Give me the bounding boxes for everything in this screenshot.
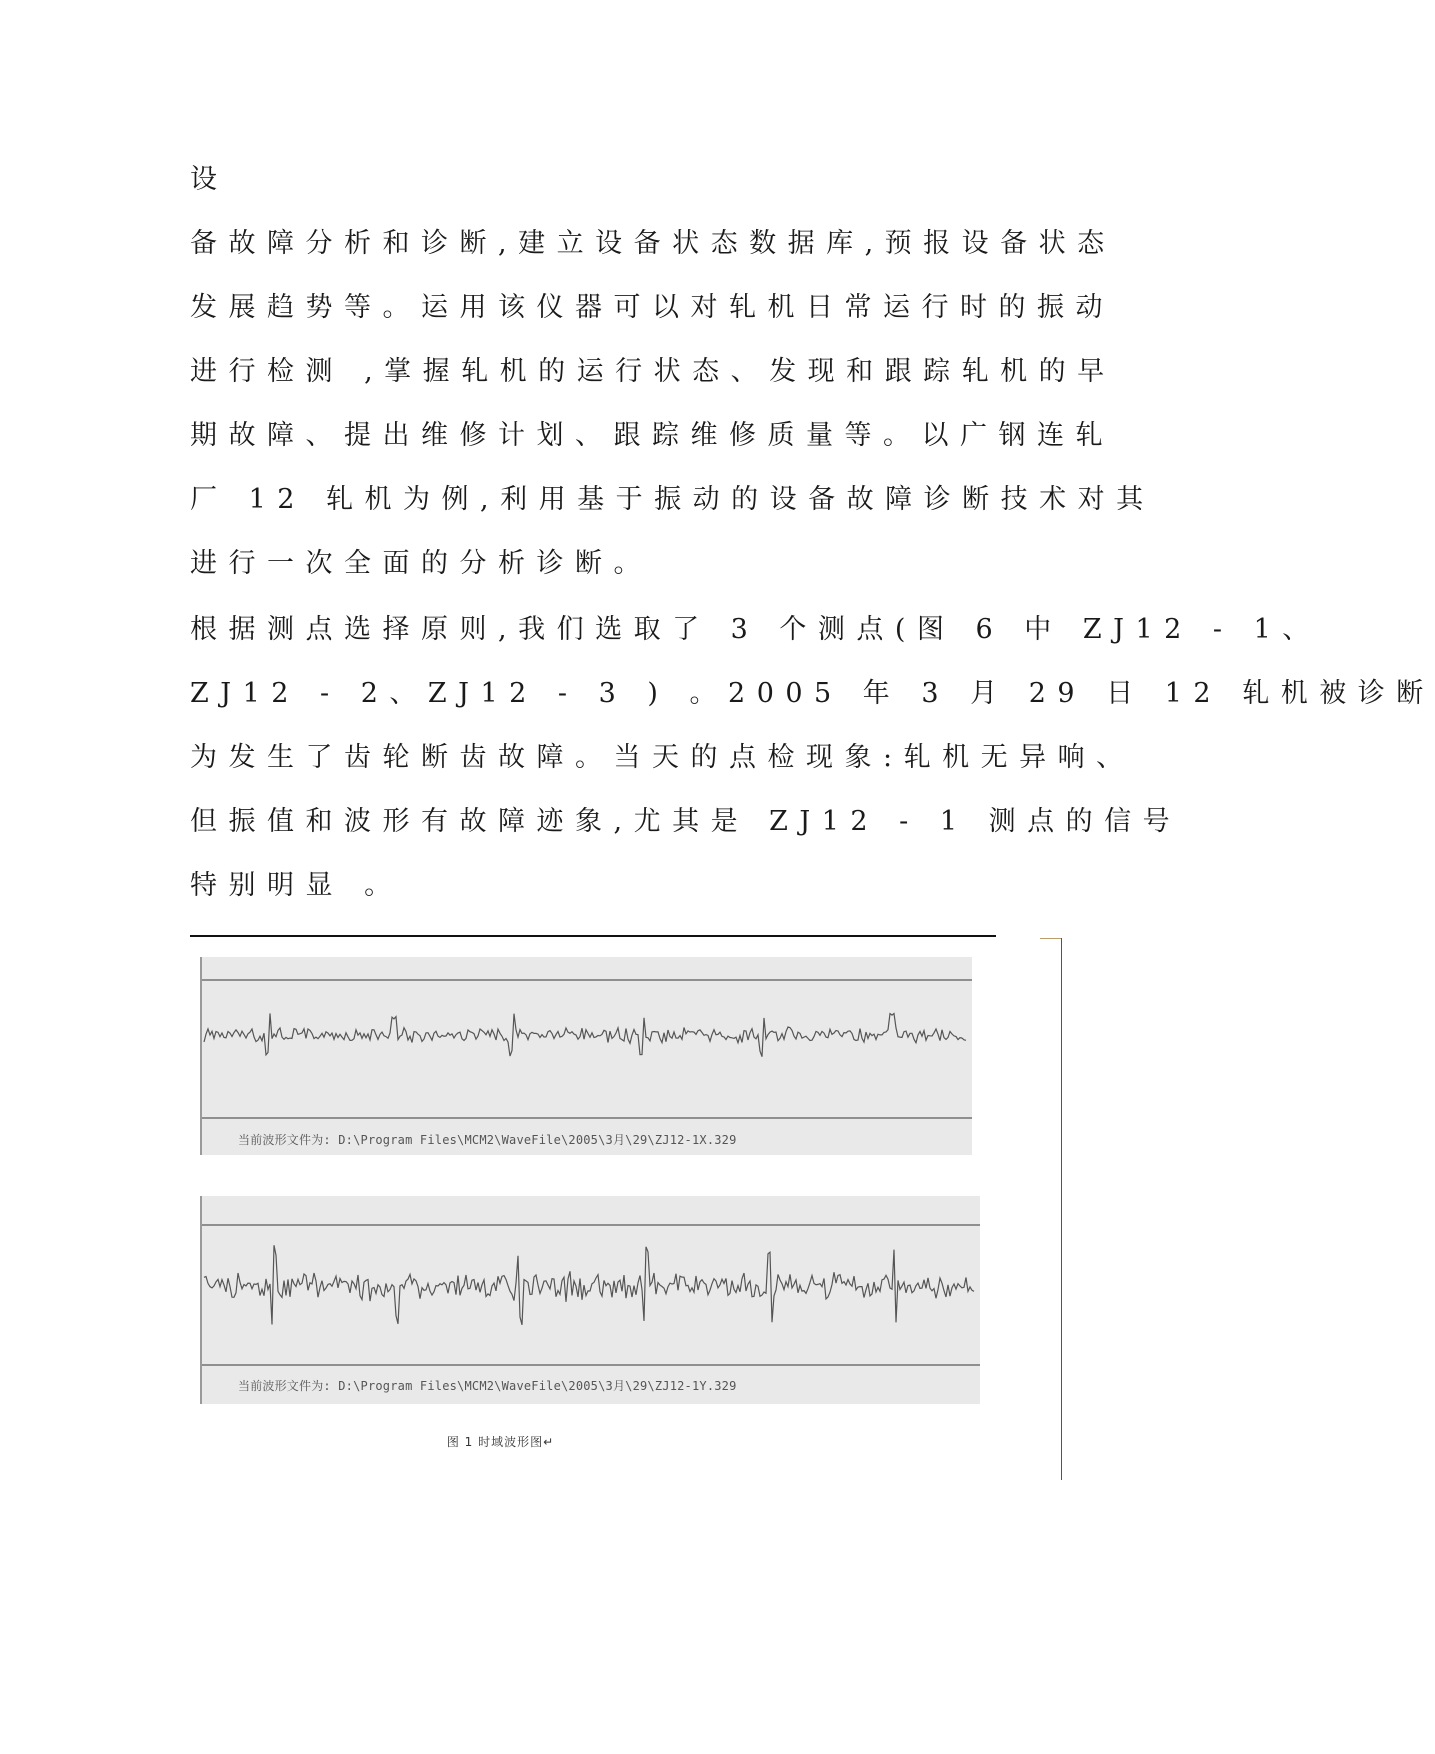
file-caption: 当前波形文件为: D:\Program Files\MCM2\WaveFile\2005\3月\29\ZJ12-1Y.329 — [238, 1379, 737, 1393]
text-line: 备故障分析和诊断,建立设备状态数据库,预报设备状态 — [190, 228, 1116, 259]
horizontal-rule — [190, 935, 996, 937]
waveform-panel-x — [200, 957, 972, 1155]
text-line: 厂 12 轧机为例,利用基于振动的设备故障诊断技术对其 — [190, 484, 1155, 515]
text-line: ZJ12 - 2、ZJ12 - 3 ) 。2005 年 3 月 29 日 12 轧机被诊断 — [190, 678, 1435, 709]
text-line: 设 — [190, 164, 229, 195]
figure-caption-text: 图 1 时域波形图↵ — [446, 1435, 555, 1449]
figure-caption — [0, 1433, 1241, 1450]
waveform-path — [204, 1245, 974, 1325]
text-line: 进行一次全面的分析诊断。 — [190, 548, 652, 579]
waveform-trace — [202, 957, 972, 1155]
margin-corner-mark — [1040, 938, 1062, 939]
text-line: 特别明显 。 — [190, 870, 403, 901]
text-line: 但振值和波形有故障迹象,尤其是 ZJ12 - 1 测点的信号 — [190, 806, 1182, 837]
text-line: 期故障、提出维修计划、跟踪维修质量等。以广钢连轧 — [190, 420, 1114, 451]
waveform-trace — [202, 1196, 980, 1404]
margin-vertical-line — [1061, 938, 1062, 1480]
waveform-panel-y — [200, 1196, 980, 1404]
text-line: 发展趋势等。运用该仪器可以对轧机日常运行时的振动 — [190, 292, 1114, 323]
text-line: 根据测点选择原则,我们选取了 3 个测点(图 6 中 ZJ12 - 1、 — [190, 614, 1321, 645]
waveform-path — [204, 1013, 966, 1056]
text-line: 进行检测 ,掌握轧机的运行状态、发现和跟踪轧机的早 — [190, 356, 1116, 387]
text-line: 为发生了齿轮断齿故障。当天的点检现象:轧机无异响、 — [190, 742, 1135, 773]
file-caption: 当前波形文件为: D:\Program Files\MCM2\WaveFile\2005\3月\29\ZJ12-1X.329 — [238, 1133, 737, 1147]
